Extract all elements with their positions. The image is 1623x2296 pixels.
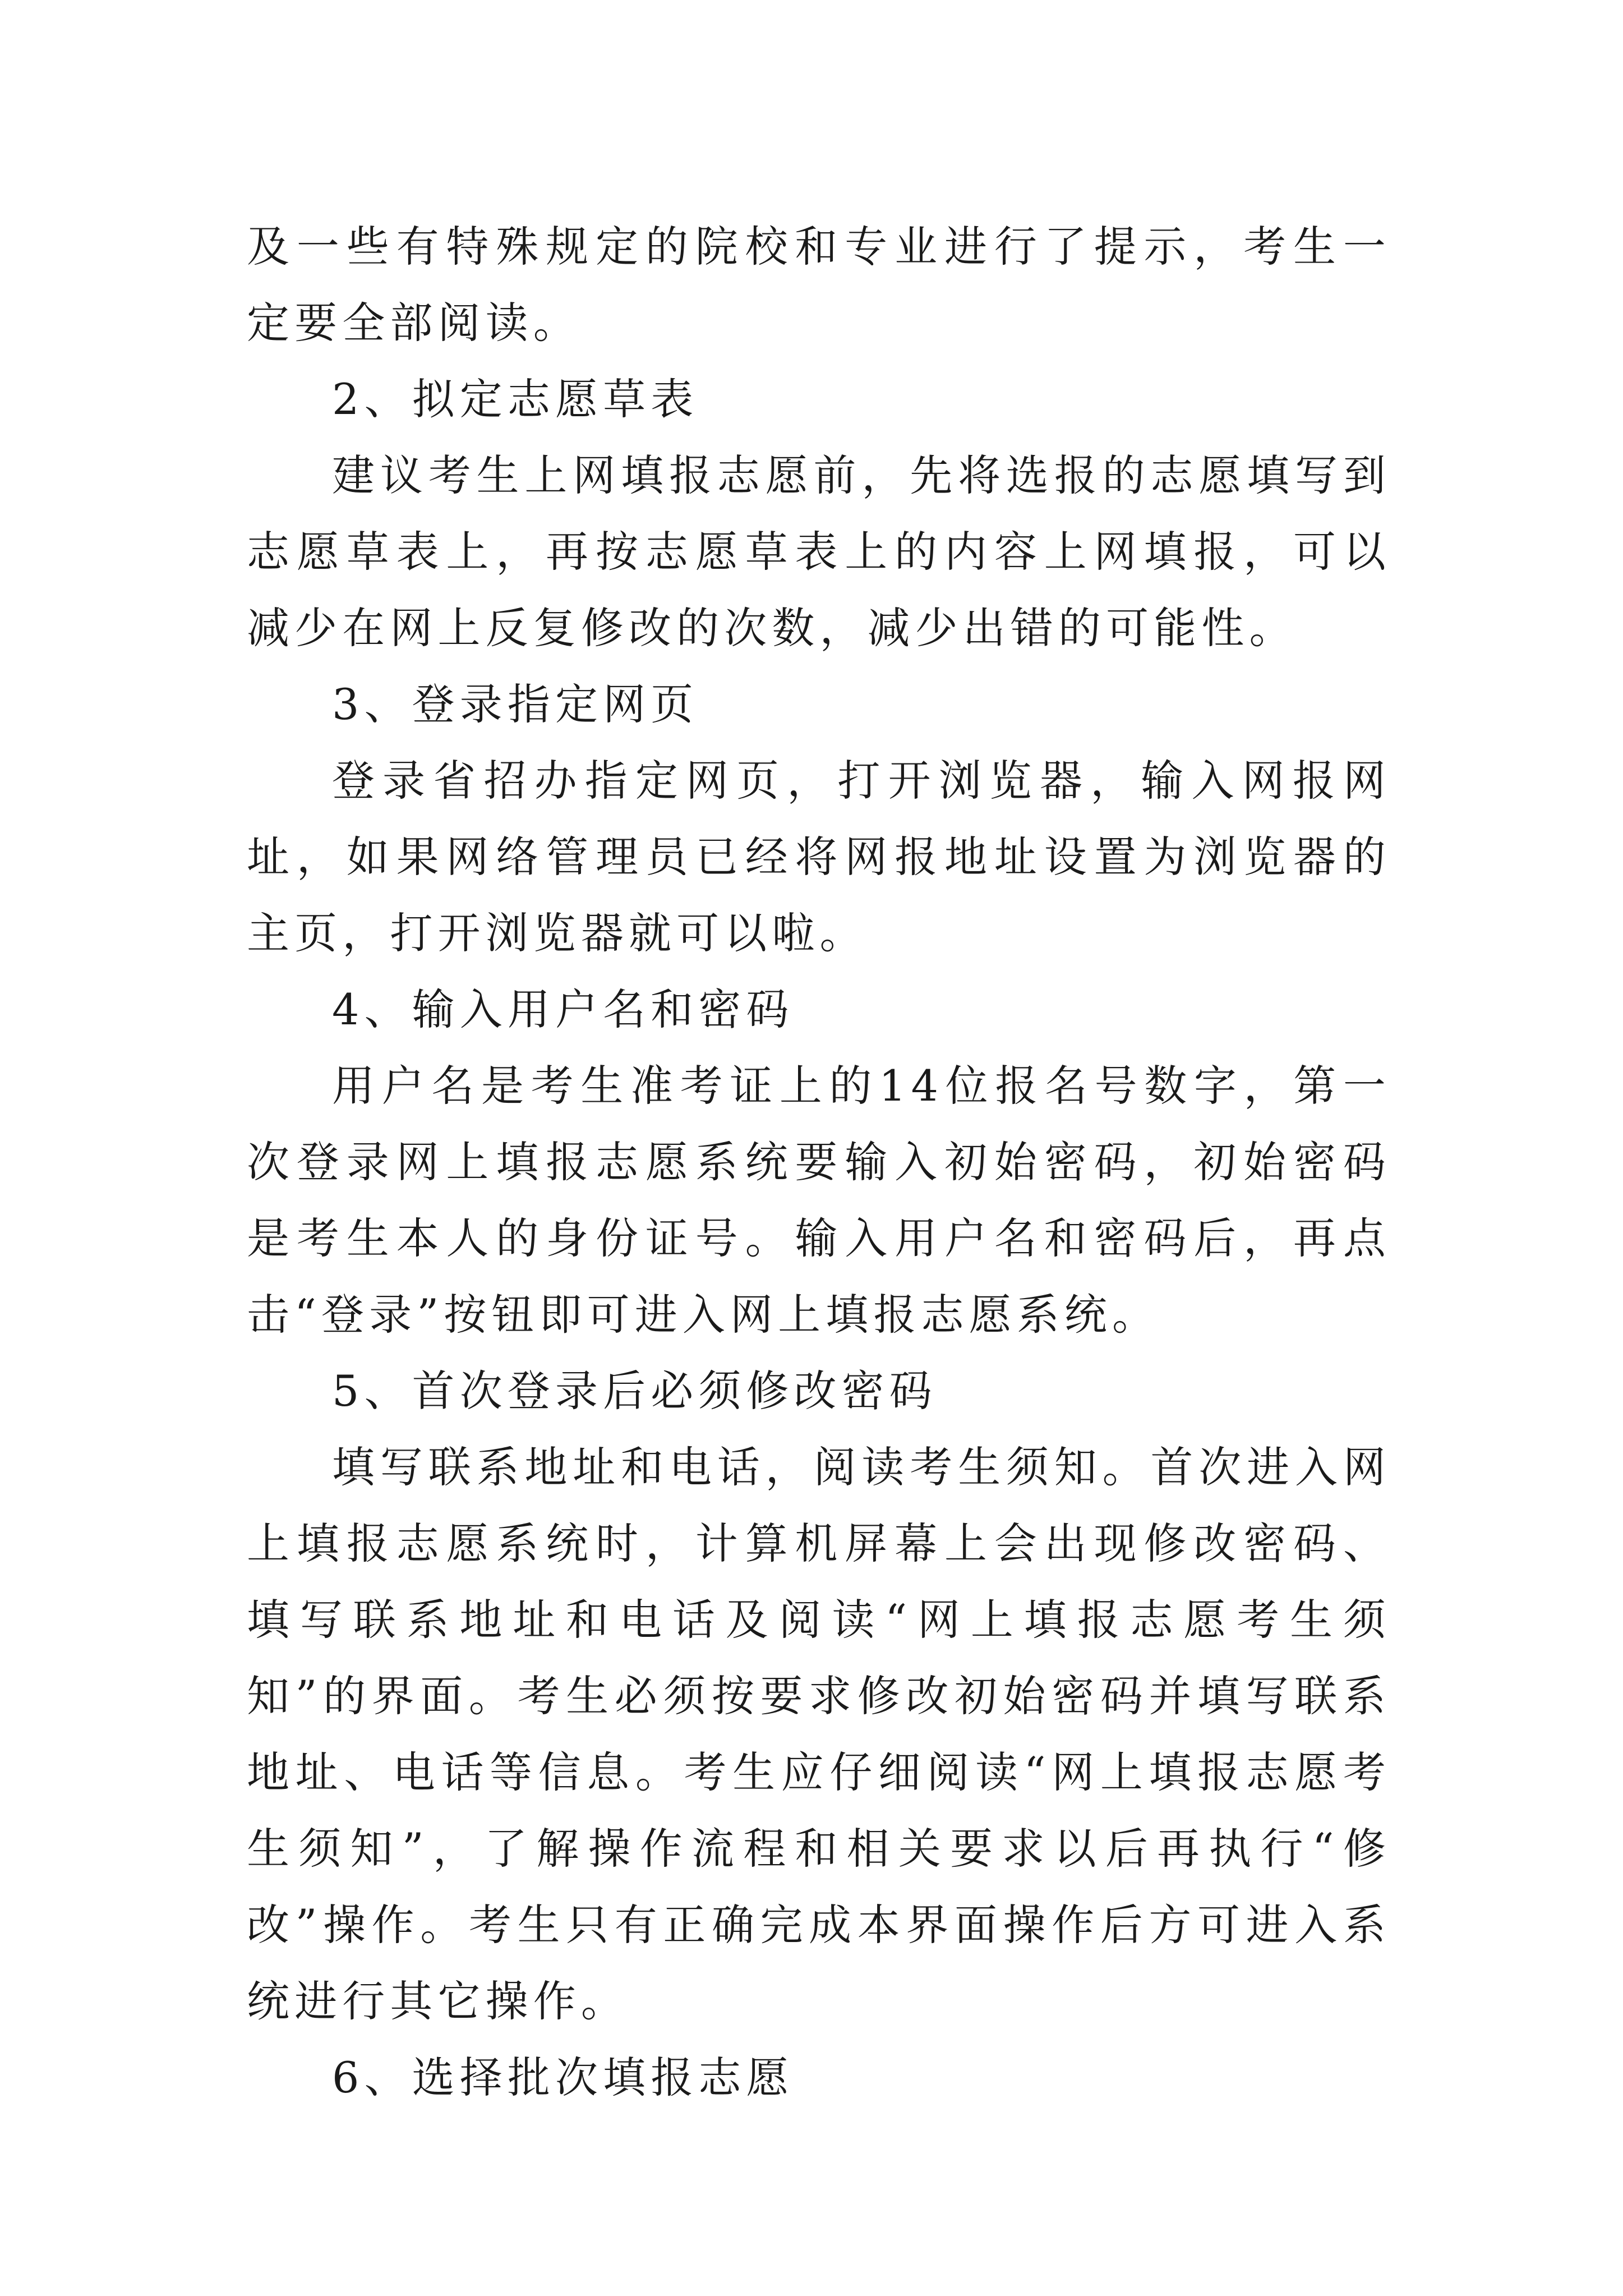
step-heading-5: 5、首次登录后必须修改密码: [332, 1366, 937, 1416]
step-heading-6: 6、选择批次填报志愿: [332, 2053, 794, 2102]
paragraph-step-5: 填写联系地址和电话，阅读考生须知。首次进入网上填报志愿系统时，计算机屏幕上会出现修改密码、填写联系地址和电话及阅读“网上填报志愿考生须知”的界面。考生必须按要求修改初始密码并填写联系地址、电话等信息。考生应仔细阅读“网上填报志愿考生须知”，了解操作流程和相关要求以后再执行“修改”操作。考生只有正确完成本界面操作后方可进入系统进行其它操作。: [247, 1442, 1391, 2026]
paragraph-step-2: 建议考生上网填报志愿前，先将选报的志愿填写到志愿草表上，再按志愿草表上的内容上网填报，可以减少在网上反复修改的次数，减少出错的可能性。: [247, 450, 1391, 653]
paragraph-continuation: 及一些有特殊规定的院校和专业进行了提示，考生一定要全部阅读。: [247, 222, 1391, 348]
document-body: [247, 209, 1391, 2116]
step-heading-3: 3、登录指定网页: [332, 679, 699, 729]
paragraph-step-3: 登录省招办指定网页，打开浏览器，输入网报网址，如果网络管理员已经将网报地址设置为浏览器的主页，打开浏览器就可以啦。: [247, 756, 1391, 958]
step-heading-2: 2、拟定志愿草表: [332, 374, 699, 424]
paragraph-step-4: 用户名是考生准考证上的14位报名号数字，第一次登录网上填报志愿系统要输入初始密码，初始密码是考生本人的身份证号。输入用户名和密码后，再点击“登录”按钮即可进入网上填报志愿系统。: [247, 1061, 1391, 1340]
step-heading-4: 4、输入用户名和密码: [332, 984, 794, 1034]
